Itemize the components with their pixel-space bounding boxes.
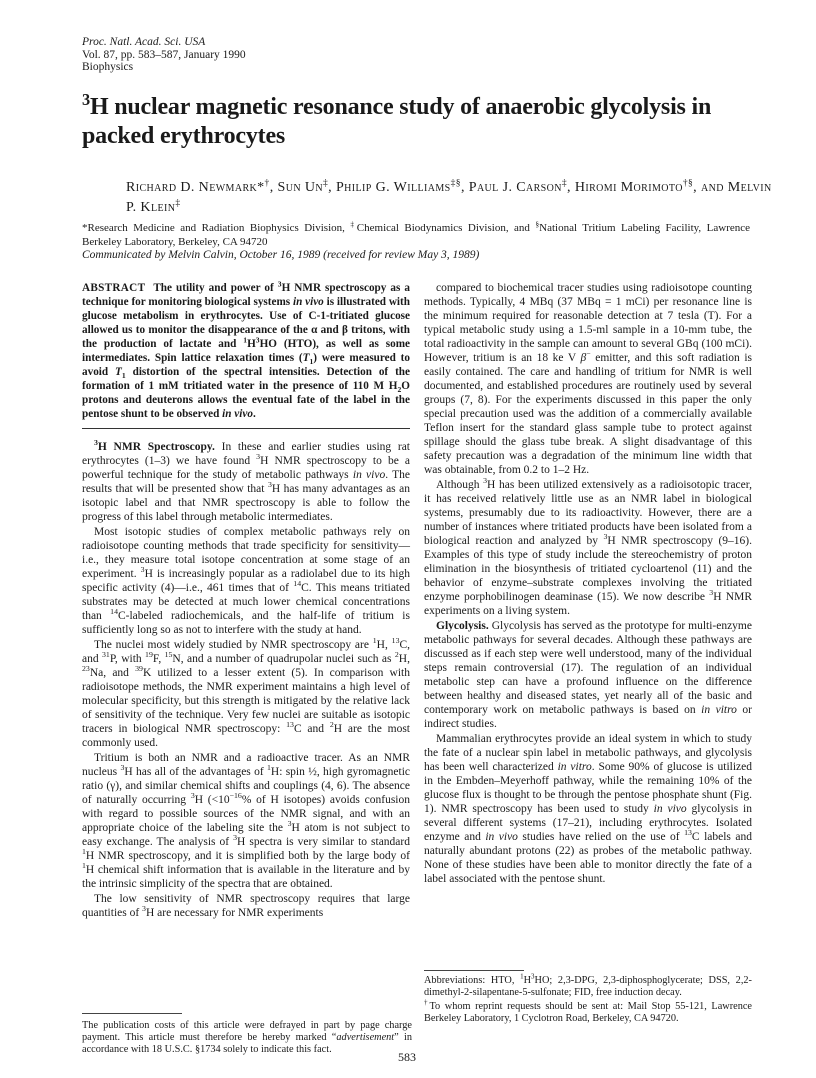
paragraph: Mammalian erythrocytes provide an ideal system in which to study the fate of a nuclear spin label in metabolic pathways, and glycolysis has been well characterized in vitro. Some 90% of glucose is utilized in the Embden–Meyerhoff pathway, while the remaining 10% of the glucose flux is thought to be through the pentose phosphate shunt (Fig. 1). NMR spectroscopy has been used to study in vivo glycolysis in several different systems (17–21), including erythrocytes. Isolated enzyme and in vivo studies have relied on the use of $^{13}$C labels and naturally abundant protons (22) as probes of the metabolic pathway. None of these studies have been able to monitor directly the fate of a label associated with the pentose shunt. bbox=[424, 733, 752, 885]
right-column bbox=[424, 281, 752, 887]
right-footnotes bbox=[424, 970, 752, 1027]
paragraph: The nuclei most widely studied by NMR spectroscopy are $^1$H, $^{13}$C, and $^{31}$P, with $^{19}$F, $^{15}$N, and a number of quadrupolar nuclei such as $^2$H, $^{23}$Na, and $^{39}$K utilized to a lesser extent (5). In comparison with radioisotope methods, the NMR experiment maintains a high level of molecular specificity, but this strength is mitigated by the relative lack of sensitivity of the technique. Very few nuclei are suitable as isotopic tracers in biological NMR spectroscopy: $^{13}$C and $^2$H are the most commonly used. bbox=[82, 636, 411, 749]
publication-cost-footnote bbox=[82, 1013, 412, 1056]
paragraph: The low sensitivity of NMR spectroscopy requires that large quantities of $^3$H are necessary for NMR experiments bbox=[82, 893, 410, 919]
abstract-label: ABSTRACT bbox=[82, 282, 146, 294]
paragraph: Tritium is both an NMR and a radioactive tracer. As an NMR nucleus $^3$H has all of the advantages of $^1$H: spin ½, high gyromagnetic ratio (γ), and similar chemical shifts and couplings (4, 6). The absence of naturally occurring $^3$H ($<10^{-16}\%$ of H isotopes) avoids confusion with regard to possible sources of the NMR signal, and with an appropriate choice of the labeling site the $^3$H atom is not subject to easy exchange. The analysis of $^3$H spectra is very similar to standard $^1$H NMR spectroscopy, and it is simplified both by the large body of $^1$H chemical shift information that is available in the literature and by the intrinsic simplicity of the spectra that are obtained. bbox=[82, 752, 411, 890]
paragraph: †To whom reprint requests should be sent at: Mail Stop 55-121, Lawrence Berkeley Laboratory, 1 Cyclotron Road, Berkeley, CA 94720. bbox=[424, 998, 752, 1024]
abstract-divider bbox=[82, 428, 410, 429]
paragraph: $^3$H NMR Spectroscopy. In these and earlier studies using rat erythrocytes (1–3) we have found $^3$H NMR spectroscopy to be a powerful technique for the study of metabolic pathways in vivo. The results that will be presented show that $^3$H has many advantages as an isotopic label and that NMR spectroscopy is able to follow the progress of this label through metabolic intermediates. bbox=[82, 438, 411, 523]
abstract-text: The utility and power of $^3$H NMR spectroscopy as a technique for monitoring biological systems in vivo is illustrated with glucose metabolism in erythrocytes. Use of C-1-tritiated glucose allowed us to monitor the disappearance of the α and β tritons, with the production of lactate and $^1H^3HO$ (HTO), as well as some intermediates. Spin lattice relaxation times $(T_1)$ were measured to avoid $T_1$ distortion of the spectral intensities. Detection of the formation of 1 mM tritiated water in the presence of 110 M $H_2O$ protons and deuterons allows the eventual fate of the label in the pentose shunt to be observed in vivo. bbox=[82, 279, 410, 420]
footnote-rule bbox=[424, 970, 524, 971]
journal-section: Biophysics bbox=[82, 61, 134, 73]
abstract bbox=[82, 281, 410, 421]
communicated-line: Communicated by Melvin Calvin, October 16, 1989 (received for review May 3, 1989) bbox=[82, 249, 480, 261]
footnote-rule bbox=[82, 1013, 182, 1014]
journal-header bbox=[82, 36, 246, 74]
left-column bbox=[82, 281, 410, 921]
paragraph: Abbreviations: HTO, $^1H^3HO$; 2,3-DPG, 2,3-diphosphoglycerate; DSS, 2,2-dimethyl-2-silapentane-5-sulfonate; FID, free induction decay. bbox=[424, 972, 752, 998]
paragraph: Most isotopic studies of complex metabolic pathways rely on radioisotope counting methods that trade specificity for sensitivity—i.e., they measure total isotope concentration at some stage of an experiment. $^3$H is increasingly popular as a radiolabel due to its high specific activity (4)—i.e., 461 times that of $^{14}$C. This means tritiated substrates may be detected at much lower chemical concentrations than $^{14}$C-labeled radiochemicals, and the half-life of tritium is sufficiently long so as not to interfere with the study at hand. bbox=[82, 526, 410, 636]
paper-title: $^3$H nuclear magnetic resonance study of anaerobic glycolysis in packed erythrocytes bbox=[82, 90, 712, 149]
left-body bbox=[82, 440, 410, 920]
footnote-text: The publication costs of this article were defrayed in part by page charge payment. This article must therefore be hereby marked “advertisement” in accordance with 18 U.S.C. §1734 solely to indicate this fact. bbox=[82, 1020, 413, 1055]
author-list: Richard D. Newmark*†, Sun Un‡, Philip G. Williams‡§, Paul J. Carson‡, Hiromi Morimoto†§, and Melvin P. Klein‡ bbox=[126, 178, 772, 215]
paragraph: compared to biochemical tracer studies using radioisotope counting methods. Typically, 4 MBq (37 MBq = 1 mCi) per resonance line is the minimum required for reasonable detection at 7 tesla (T). For a typical metabolic study using a 1.5-ml sample in a 10-mm tube, the total radioactivity in the sample can amount to several GBq (100 mCi). However, tritium is an 18 ke V β− emitter, and this soft radiation is easily contained. The care and handling of tritium for NMR is well documented, and established procedures are routinely used by several groups (7, 8). For the experiments discussed in this paper the only special precaution used was the addition of a commercially available Teflon insert for the standard glass sample tube to protect against spillage should the glass tube break. A slight disadvantage of this safety precaution was a degradation of the minimum line width that was obtainable, from 0.2 to 1–2 Hz. bbox=[424, 282, 752, 476]
paragraph: Although $^3$H has been utilized extensively as a radioisotopic tracer, it has received relatively little use as an NMR label in biological systems, presumably due to its radioactivity. However, there are a number of instances where tritiated products have been isolated from a biological reaction and analyzed by $^3$H NMR spectroscopy (9–16). Examples of this type of study include the stereochemistry of proton elimination in the biosynthesis of tritiated cycloartenol (11) and the behavior of enzyme–substrate complexes involving the tritiated enzyme porphobilinogen deaminase (15). We now describe $^3$H NMR experiments on a living system. bbox=[424, 476, 753, 617]
right-footnote-list bbox=[424, 972, 752, 1025]
journal-name: Proc. Natl. Acad. Sci. USA bbox=[82, 36, 206, 48]
journal-volume: Vol. 87, pp. 583–587, January 1990 bbox=[82, 48, 246, 61]
right-body bbox=[424, 281, 752, 886]
paragraph: Glycolysis. Glycolysis has served as the prototype for multi-enzyme metabolic pathways for several decades. Although these pathways are discussed as if each step were well understood, many of the individual steps remain controversial (17). The regulation of an individual metabolic step can have a profound influence on the difference between healthy and diseased states, yet nearly all of the basic and contemporary work on metabolic pathways is based on in vitro or indirect studies. bbox=[424, 620, 752, 730]
affiliations: *Research Medicine and Radiation Biophysics Division, ‡Chemical Biodynamics Division, and §National Tritium Labeling Facility, Lawrence Berkeley Laboratory, Berkeley, CA 94720 bbox=[82, 219, 751, 248]
page-number: 583 bbox=[398, 1050, 416, 1064]
